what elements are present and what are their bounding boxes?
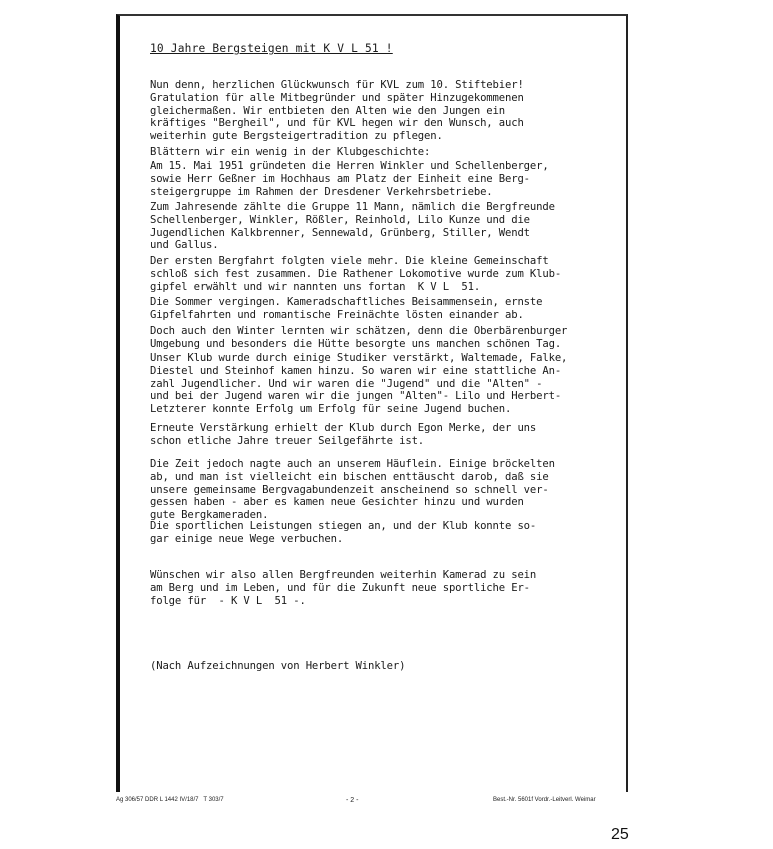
paragraph-egon-merke: Erneute Verstärkung erhielt der Klub durch Egon Merke, der uns schon etliche Jahre treuer Seilgefährte ist. [150, 422, 537, 447]
paragraph-first-climb: Der ersten Bergfahrt folgten viele mehr. Die kleine Gemeinschaft schloß sich fest zusammen. Die Rathener Lokomotive wurde zum Klub- gipfel erwählt und wir nannten uns fortan K V L 51. [150, 255, 562, 293]
paragraph-students: Unser Klub wurde durch einige Studiker verstärkt, Waltemade, Falke, Diestel und Steinhof kamen hinzu. So waren wir eine stattliche An- zahl Jugendlicher. Und wir waren die "Jugend" und die "Alten" - und bei der Jugend waren wir die jungen "Alten"- Lilo und Herbert- Letzterer konnte Erfolg um Erfolg für seine Jugend buchen. [150, 352, 568, 416]
paragraph-decline: Die Zeit jedoch nagte auch an unserem Häuflein. Einige bröckelten ab, und man ist vielleicht ein bischen enttäuscht darob, daß sie unsere gemeinsame Bergvagabundenzeit anscheinend so schnell ver- gessen haben - aber es kamen neue Gesichter hinzu und wurden gute Bergkameraden. [150, 458, 555, 522]
paragraph-club-history-intro: Blättern wir ein wenig in der Klubgeschichte: [150, 146, 431, 158]
paragraph-wishes: Wünschen wir also allen Bergfreunden weiterhin Kamerad zu sein am Berg und im Leben, und für die Zukunft neue sportliche Er- folge für - K V L 51 -. [150, 569, 537, 607]
sheet-number: - 2 - [346, 797, 359, 804]
paragraph-winter: Doch auch den Winter lernten wir schätzen, denn die Oberbärenburger Umgebung und besonders die Hütte besorgte uns manchen schönen Tag. [150, 325, 568, 350]
document-title: 10 Jahre Bergsteigen mit K V L 51 ! [150, 42, 393, 55]
paragraph-congratulations: Nun denn, herzlichen Glückwunsch für KVL zum 10. Stiftebier! Gratulation für alle Mitbegründer und später Hinzugekommenen gleichermaßen. Wir entbieten den Alten wie den Jungen ein kräftiges "Bergheil", und für KVL hegen wir den Wunsch, auch weiterhin gute Bergsteigertradition zu pflegen. [150, 79, 524, 143]
paragraph-attribution: (Nach Aufzeichnungen von Herbert Winkler) [150, 660, 406, 672]
form-code-right: Best.-Nr. 5601f Vordr.-Leitverl. Weimar [493, 797, 596, 803]
form-code-left: Ag 306/57 DDR L 1442 IV/18/7 T 303/7 [116, 797, 224, 803]
page-number: 25 [611, 826, 629, 843]
paragraph-achievements: Die sportlichen Leistungen stiegen an, und der Klub konnte so- gar einige neue Wege verbuchen. [150, 520, 537, 545]
paragraph-founding: Am 15. Mai 1951 gründeten die Herren Winkler und Schellenberger, sowie Herr Geßner im Hochhaus am Platz der Einheit eine Berg- steigergruppe im Rahmen der Dresdener Verkehrsbetriebe. [150, 160, 549, 198]
paragraph-summers: Die Sommer vergingen. Kameradschaftliches Beisammensein, ernste Gipfelfahrten und romantische Freinächte lösten einander ab. [150, 296, 543, 321]
paragraph-year-end-members: Zum Jahresende zählte die Gruppe 11 Mann, nämlich die Bergfreunde Schellenberger, Winkler, Rößler, Reinhold, Lilo Kunze und die Jugendlichen Kalkbrenner, Sennewald, Grünberg, Stiller, Wendt und Gallus. [150, 201, 555, 252]
